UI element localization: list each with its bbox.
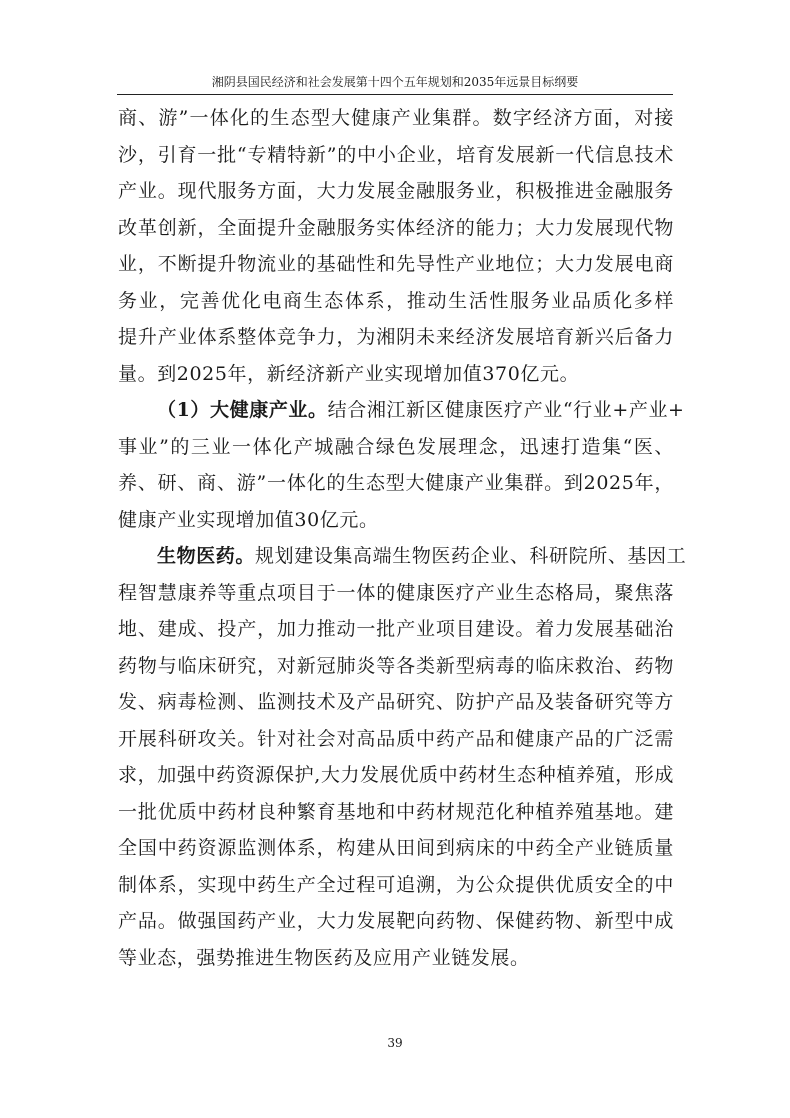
text-line: 养、研、商、游”一体化的生态型大健康产业集群。到2025年， bbox=[118, 472, 674, 494]
text-line: 求，加强中药资源保护,大力发展优质中药材生态种植养殖，形成 bbox=[118, 764, 674, 786]
text-line: 事业”的三业一体化产城融合绿色发展理念，迅速打造集“医、 bbox=[118, 435, 674, 458]
text-run: 结合湘江新区健康医疗产业“行业+产业+ bbox=[327, 399, 685, 421]
paragraph-continuation bbox=[118, 100, 674, 392]
text-line: 健康产业实现增加值30亿元。 bbox=[118, 508, 379, 531]
section-heading: 生物医药。 bbox=[157, 545, 256, 567]
body-text bbox=[118, 100, 687, 976]
text-run: 规划建设集高端生物医药企业、科研院所、基因工 bbox=[255, 545, 687, 567]
text-line bbox=[118, 392, 685, 429]
text-line: 量。到2025年，新经济新产业实现增加值370亿元。 bbox=[118, 362, 580, 385]
text-line: 商、游”一体化的生态型大健康产业集群。数字经济方面，对接 bbox=[118, 107, 674, 129]
text-line: 药物与临床研究，对新冠肺炎等各类新型病毒的临床救治、药物 bbox=[118, 654, 674, 677]
text-line: 务业，完善优化电商生态体系，推动生活性服务业品质化多样 bbox=[118, 289, 674, 312]
text-line: 发、病毒检测、监测技术及产品研究、防护产品及装备研究等方 bbox=[118, 691, 674, 713]
paragraph-big-health-industry bbox=[118, 392, 685, 538]
paragraph-biomedicine bbox=[118, 538, 687, 976]
text-line: 程智慧康养等重点项目于一体的健康医疗产业生态格局，聚焦落 bbox=[118, 581, 674, 604]
text-line: 改革创新，全面提升金融服务实体经济的能力；大力发展现代物 bbox=[118, 216, 674, 239]
text-line bbox=[118, 538, 687, 575]
text-line: 业，不断提升物流业的基础性和先导性产业地位；大力发展电商 bbox=[118, 253, 674, 275]
text-line: 开展科研攻关。针对社会对高品质中药产品和健康产品的广泛需 bbox=[118, 727, 674, 750]
header-divider bbox=[117, 94, 673, 95]
text-line: 地、建成、投产，加力推动一批产业项目建设。着力发展基础治 bbox=[118, 618, 674, 640]
text-line: 制体系，实现中药生产全过程可追溯，为公众提供优质安全的中 bbox=[118, 873, 674, 896]
text-line: 产品。做强国药产业，大力发展靶向药物、保健药物、新型中成 bbox=[118, 910, 674, 932]
text-line: 等业态，强势推进生物医药及应用产业链发展。 bbox=[118, 946, 530, 969]
text-line: 沙，引育一批“专精特新”的中小企业，培育发展新一代信息技术 bbox=[118, 143, 674, 166]
text-line: 全国中药资源监测体系，构建从田间到病床的中药全产业链质量 bbox=[118, 837, 674, 859]
text-line: 提升产业体系整体竞争力，为湘阴未来经济发展培育新兴后备力 bbox=[118, 326, 674, 348]
page-header: 湘阴县国民经济和社会发展第十四个五年规划和2035年远景目标纲要 bbox=[211, 75, 579, 89]
text-line: 产业。现代服务方面，大力发展金融服务业，积极推进金融服务 bbox=[118, 180, 674, 202]
text-line: 一批优质中药材良种繁育基地和中药材规范化种植养殖基地。建 bbox=[118, 800, 674, 823]
section-heading: （1）大健康产业。 bbox=[157, 399, 328, 421]
page-number: 39 bbox=[387, 1036, 403, 1050]
